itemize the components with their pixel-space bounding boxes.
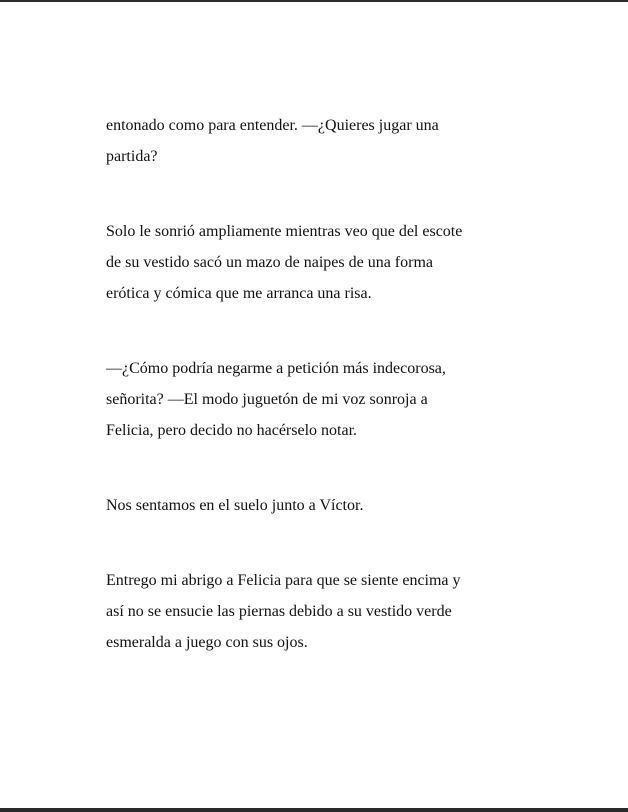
text-line: Felicia, pero decido no hacérselo notar. bbox=[106, 422, 358, 439]
paragraph bbox=[106, 490, 526, 521]
text-line: —¿Cómo podría negarme a petición más indecorosa, bbox=[106, 360, 446, 377]
text-line: erótica y cómica que me arranca una risa. bbox=[106, 285, 372, 302]
text-line: así no se ensucie las piernas debido a su vestido verde bbox=[106, 603, 452, 620]
page-top-border bbox=[0, 0, 628, 2]
body-text bbox=[106, 110, 526, 702]
paragraph bbox=[106, 565, 526, 658]
text-line: de su vestido sacó un mazo de naipes de una forma bbox=[106, 254, 434, 271]
text-line: entonado como para entender. —¿Quieres jugar una bbox=[106, 117, 439, 134]
text-line: Solo le sonrió ampliamente mientras veo que del escote bbox=[106, 223, 463, 240]
text-line: Nos sentamos en el suelo junto a Víctor. bbox=[106, 497, 364, 514]
text-line: Entrego mi abrigo a Felicia para que se siente encima y bbox=[106, 572, 461, 589]
paragraph bbox=[106, 353, 526, 446]
paragraph bbox=[106, 110, 526, 172]
page-bottom-border bbox=[0, 808, 628, 812]
text-line: esmeralda a juego con sus ojos. bbox=[106, 634, 308, 651]
paragraph bbox=[106, 216, 526, 309]
text-line: partida? bbox=[106, 148, 158, 165]
text-line: señorita? —El modo juguetón de mi voz sonroja a bbox=[106, 391, 428, 408]
